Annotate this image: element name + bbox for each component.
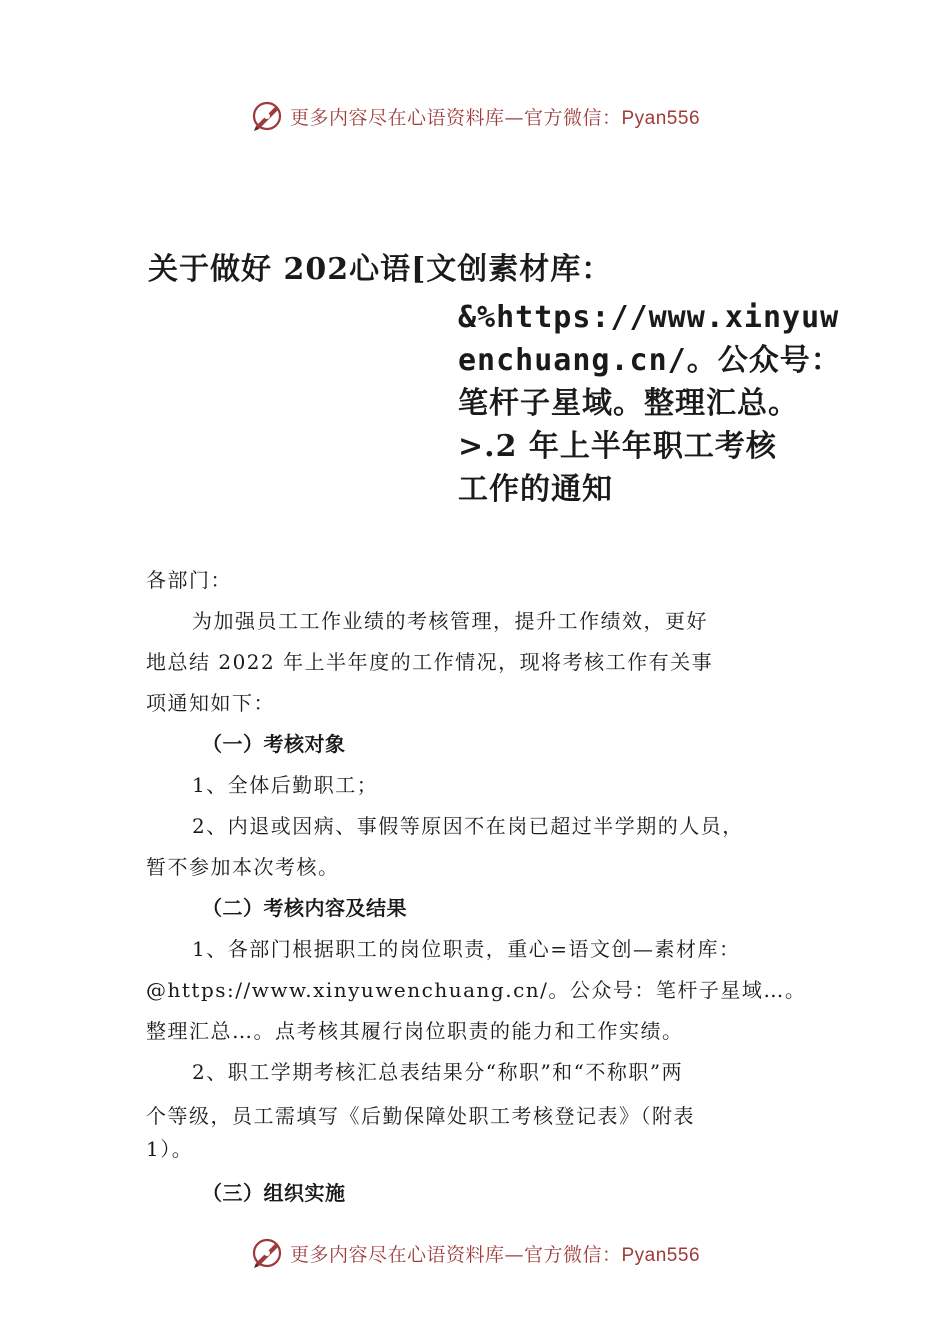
title-line-4: 笔杆子星域。整理汇总。	[458, 386, 799, 421]
section-1-item-2-line-1: 2、内退或因病、事假等原因不在岗已超过半学期的人员，	[192, 814, 744, 838]
section-2-item-2-line-1: 2、职工学期考核汇总表结果分“称职”和“不称职”两	[192, 1060, 684, 1084]
pen-logo-icon	[250, 99, 284, 133]
intro-line-2: 地总结 2022 年上半年度的工作情况，现将考核工作有关事	[146, 650, 714, 674]
section-1-heading: （一）考核对象	[202, 732, 346, 756]
banner-text: 更多内容尽在心语资料库—官方微信：Pyan556	[289, 1243, 701, 1266]
section-2-item-2-line-3: 1）。	[146, 1137, 194, 1161]
section-2-item-1-line-3: 整理汇总…。点考核其履行岗位职责的能力和工作实绩。	[146, 1019, 684, 1043]
section-3-heading: （三）组织实施	[202, 1181, 346, 1205]
section-2-heading: （二）考核内容及结果	[202, 896, 407, 920]
title-line-1: 关于做好 202心语[文创素材库：	[148, 252, 613, 287]
title-line-2: &%https://www.xinyuw	[458, 300, 840, 335]
section-1-item-1: 1、全体后勤职工；	[192, 773, 379, 797]
header-banner	[0, 96, 950, 136]
section-2-item-1-line-2: @https://www.xinyuwenchuang.cn/。公众号：笔杆子星域…。	[146, 978, 807, 1002]
banner-text: 更多内容尽在心语资料库—官方微信：Pyan556	[289, 106, 701, 129]
pen-logo-icon	[250, 1236, 284, 1270]
wechat-id: Pyan556	[621, 107, 701, 129]
section-1-item-2-line-2: 暂不参加本次考核。	[146, 855, 340, 879]
intro-line-1: 为加强员工工作业绩的考核管理，提升工作绩效，更好	[192, 609, 708, 633]
salutation: 各部门：	[146, 568, 232, 592]
title-line-3: enchuang.cn/。公众号：	[458, 343, 842, 378]
section-2-item-2-line-2: 个等级，员工需填写《后勤保障处职工考核登记表》（附表	[146, 1104, 695, 1128]
footer-banner	[0, 1233, 950, 1273]
document-body	[146, 560, 816, 1214]
intro-line-3: 项通知如下：	[146, 691, 275, 715]
title-continuation	[458, 296, 842, 511]
title-line-5: >.2 年上半年职工考核	[458, 429, 777, 464]
section-2-item-1-line-1: 1、各部门根据职工的岗位职责，重心=语文创—素材库：	[192, 937, 741, 961]
wechat-id: Pyan556	[621, 1244, 701, 1266]
document-title	[148, 248, 842, 507]
title-line-6: 工作的通知	[458, 472, 613, 507]
